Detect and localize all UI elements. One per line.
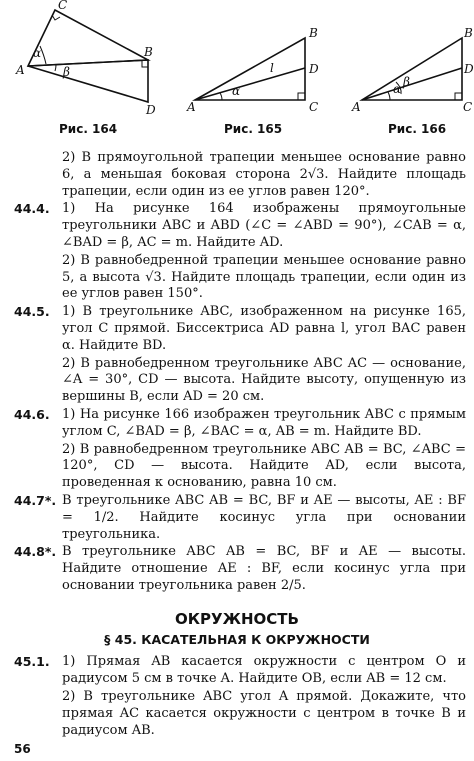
problem-44-4-part2 <box>0 253 474 303</box>
problem-number: 44.5. <box>14 304 50 320</box>
right-angle-c-165 <box>298 93 305 100</box>
section-subtitle: § 45. КАСАТЕЛЬНАЯ К ОКРУЖНОСТИ <box>104 631 370 647</box>
problem-44-5-part2 <box>0 356 474 406</box>
problem-45-1-part2 <box>0 689 474 739</box>
triangle-abc-165 <box>195 38 305 100</box>
right-angle-c-164 <box>52 15 60 20</box>
label-beta-166: β <box>403 75 410 89</box>
figures-area <box>0 0 474 150</box>
triangle-abd-164 <box>28 60 148 102</box>
label-d-164: D <box>146 103 156 117</box>
problem-text: 2) В равнобедренной трапеции меньшее основание равно 5, а высота √3. Найдите площадь трапеции, если один из ее углов равен 150°. <box>62 252 466 302</box>
problem-text: 1) В треугольнике ABC, изображенном на рисунке 165, угол C прямой. Биссектриса AD равна l, угол BAC равен α. Найдите BD. <box>62 304 466 353</box>
label-l-165: l <box>270 61 274 75</box>
caption-fig-165: Рис. 165 <box>224 122 283 136</box>
label-c-166: C <box>463 100 473 114</box>
page-number: 56 <box>14 742 31 756</box>
problem-44-5 <box>0 304 474 354</box>
label-d-166: D <box>464 62 474 76</box>
problem-44-4 <box>0 201 474 251</box>
problem-text: 1) На рисунке 166 изображен треугольник ABC с прямым углом C, ∠BAD = β, ∠BAC = α, AB = m. Найдите BD. <box>62 406 466 439</box>
problem-44-7 <box>0 493 474 543</box>
label-a-166: A <box>352 100 361 114</box>
problem-text: 1) На рисунке 164 изображены прямоугольные треугольники ABC и ABD (∠C = ∠ABD = 90°), ∠CAB = α, ∠BAD = β, AC = m. Найдите AD. <box>62 201 466 250</box>
label-b-166: B <box>464 26 473 40</box>
problem-number: 45.1. <box>14 654 50 670</box>
problem-44-6-part2 <box>0 442 474 492</box>
problem-text: 2) В равнобедренном треугольнике ABC AB = BC, ∠ABC = 120°, CD — высота. Найдите AD, если высота, проведенная к основанию, равна 10 см. <box>62 441 466 491</box>
problem-number: 44.4. <box>14 201 50 217</box>
problem-44-3-part2 <box>0 150 474 200</box>
problem-text: 2) В прямоугольной трапеции меньшее основание равно 6, а меньшая боковая сторона 2√3. Найдите площадь трапеции, если один из ее углов равен 120°. <box>62 150 466 199</box>
triangle-abc-166 <box>362 38 462 100</box>
figure-166 <box>362 38 462 100</box>
problem-text: 2) В треугольнике ABC угол A прямой. Докажите, что прямая AC касается окружности с центром в точке B и радиусом AB. <box>62 688 466 738</box>
label-alpha-165: α <box>232 84 241 98</box>
problem-44-8 <box>0 544 474 594</box>
problem-text: 2) В равнобедренном треугольнике ABC AC — основание, ∠A = 30°, CD — высота. Найдите высоту, опущенную из вершины B, если AD = 20 см. <box>62 355 466 405</box>
angle-alpha-arc-166 <box>388 92 390 100</box>
label-alpha-164: α <box>33 46 42 60</box>
bisector-ad-165 <box>195 68 305 100</box>
label-a-164: A <box>16 63 25 77</box>
label-c-164: C <box>58 0 68 12</box>
angle-alpha-arc-165 <box>220 93 222 100</box>
label-b-165: B <box>309 26 318 40</box>
triangle-abc-164 <box>28 10 148 66</box>
segment-ad-166 <box>362 68 462 100</box>
problem-text: 1) Прямая AB касается окружности с центром O и радиусом 5 см в точке A. Найдите OB, если AB = 12 см. <box>62 654 466 687</box>
label-d-165: D <box>309 62 319 76</box>
problem-number: 44.6. <box>14 406 50 422</box>
text-body <box>0 150 474 740</box>
label-b-164: B <box>144 45 153 59</box>
problem-number: 44.7*. <box>14 492 57 508</box>
label-beta-164: β <box>63 65 70 79</box>
problem-44-6 <box>0 407 474 441</box>
problem-number: 44.8*. <box>14 544 57 560</box>
right-angle-b-164 <box>142 61 148 67</box>
problem-text: В треугольнике ABC AB = BC, BF и AE — высоты, AE : BF = 1/2. Найдите косинус угла при основании треугольника. <box>62 492 466 542</box>
label-alpha-166: α <box>393 82 402 96</box>
figure-165 <box>195 38 305 100</box>
angle-beta-arc-164 <box>55 65 56 71</box>
section-title: ОКРУЖНОСТЬ <box>175 609 299 628</box>
caption-fig-166: Рис. 166 <box>388 122 447 136</box>
label-a-165: A <box>187 100 196 114</box>
problem-text: В треугольнике ABC AB = BC, BF и AE — высоты. Найдите отношение AE : BF, если косинус угла при основании треугольника равен 2/5. <box>62 544 466 593</box>
right-angle-c-166 <box>455 93 462 100</box>
problem-45-1 <box>0 654 474 688</box>
label-c-165: C <box>309 100 319 114</box>
figure-164 <box>28 10 148 102</box>
caption-fig-164: Рис. 164 <box>59 122 118 136</box>
